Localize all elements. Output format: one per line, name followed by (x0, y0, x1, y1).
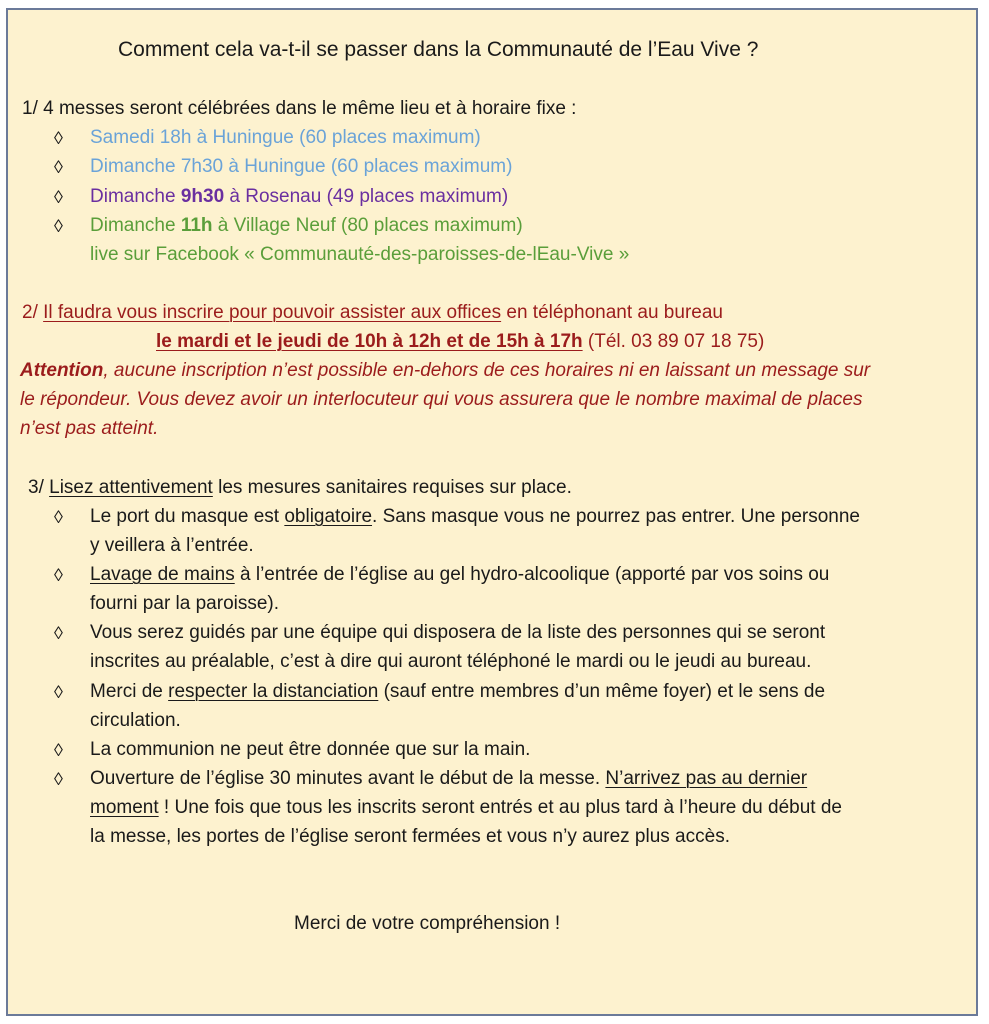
bullet-icon: ◊ (54, 565, 63, 585)
attention-line1: Attention, aucune inscription n’est possible en-dehors de ces horaires ni en laissant un message sur (20, 360, 871, 381)
measure-handwash-line2: fourni par la paroisse). (90, 593, 280, 614)
mass-item-sunday-huningue: Dimanche 7h30 à Huningue (60 places maximum) (90, 156, 513, 177)
facebook-live-note: live sur Facebook « Communauté-des-paroisses-de-lEau-Vive » (90, 244, 630, 265)
page-title: Comment cela va-t-il se passer dans la Communauté de l’Eau Vive ? (118, 38, 759, 61)
measure-guided-line2: inscrites au préalable, c’est à dire qui auront téléphoné le mardi ou le jeudi au bureau. (90, 651, 812, 672)
measure-guided-line1: Vous serez guidés par une équipe qui disposera de la liste des personnes qui se seront (90, 622, 826, 643)
measure-distance-line1: Merci de respecter la distanciation (sauf entre membres d’un même foyer) et le sens de (90, 681, 826, 702)
bullet-icon: ◊ (54, 507, 63, 527)
bullet-icon: ◊ (54, 128, 63, 148)
bullet-icon: ◊ (54, 682, 63, 702)
office-schedule: le mardi et le jeudi de 10h à 12h et de 15h à 17h (Tél. 03 89 07 18 75) (156, 331, 765, 352)
bullet-icon: ◊ (54, 623, 63, 643)
measure-opening-line3: la messe, les portes de l’église seront fermées et vous n’y aurez plus accès. (90, 826, 730, 847)
section3-heading: 3/ Lisez attentivement les mesures sanitaires requises sur place. (28, 477, 572, 498)
mass-item-sunday-rosenau: Dimanche 9h30 à Rosenau (49 places maximum) (90, 186, 509, 207)
bullet-icon: ◊ (54, 216, 63, 236)
measure-opening-line1: Ouverture de l’église 30 minutes avant le début de la messe. N’arrivez pas au dernier (90, 768, 808, 789)
attention-line3: n’est pas atteint. (20, 418, 159, 439)
bullet-icon: ◊ (54, 187, 63, 207)
section1-heading: 1/ 4 messes seront célébrées dans le même lieu et à horaire fixe : (22, 98, 577, 119)
mass-item-sunday-village-neuf: Dimanche 11h à Village Neuf (80 places maximum) (90, 215, 523, 236)
closing-thanks: Merci de votre compréhension ! (294, 913, 561, 934)
mass-item-saturday: Samedi 18h à Huningue (60 places maximum) (90, 127, 481, 148)
measure-handwash-line1: Lavage de mains à l’entrée de l’église au gel hydro-alcoolique (apporté par vos soins ou (90, 564, 830, 585)
measure-communion: La communion ne peut être donnée que sur la main. (90, 739, 531, 760)
section2-heading: 2/ Il faudra vous inscrire pour pouvoir assister aux offices en téléphonant au bureau (22, 302, 723, 323)
measure-opening-line2: moment ! Une fois que tous les inscrits seront entrés et au plus tard à l’heure du début de (90, 797, 842, 818)
bullet-icon: ◊ (54, 740, 63, 760)
bullet-icon: ◊ (54, 769, 63, 789)
attention-line2: le répondeur. Vous devez avoir un interlocuteur qui vous assurera que le nombre maximal de places (20, 389, 863, 410)
bullet-icon: ◊ (54, 157, 63, 177)
measure-mask-line1: Le port du masque est obligatoire. Sans masque vous ne pourrez pas entrer. Une personne (90, 506, 860, 527)
measure-mask-line2: y veillera à l’entrée. (90, 535, 254, 556)
measure-distance-line2: circulation. (90, 710, 181, 731)
